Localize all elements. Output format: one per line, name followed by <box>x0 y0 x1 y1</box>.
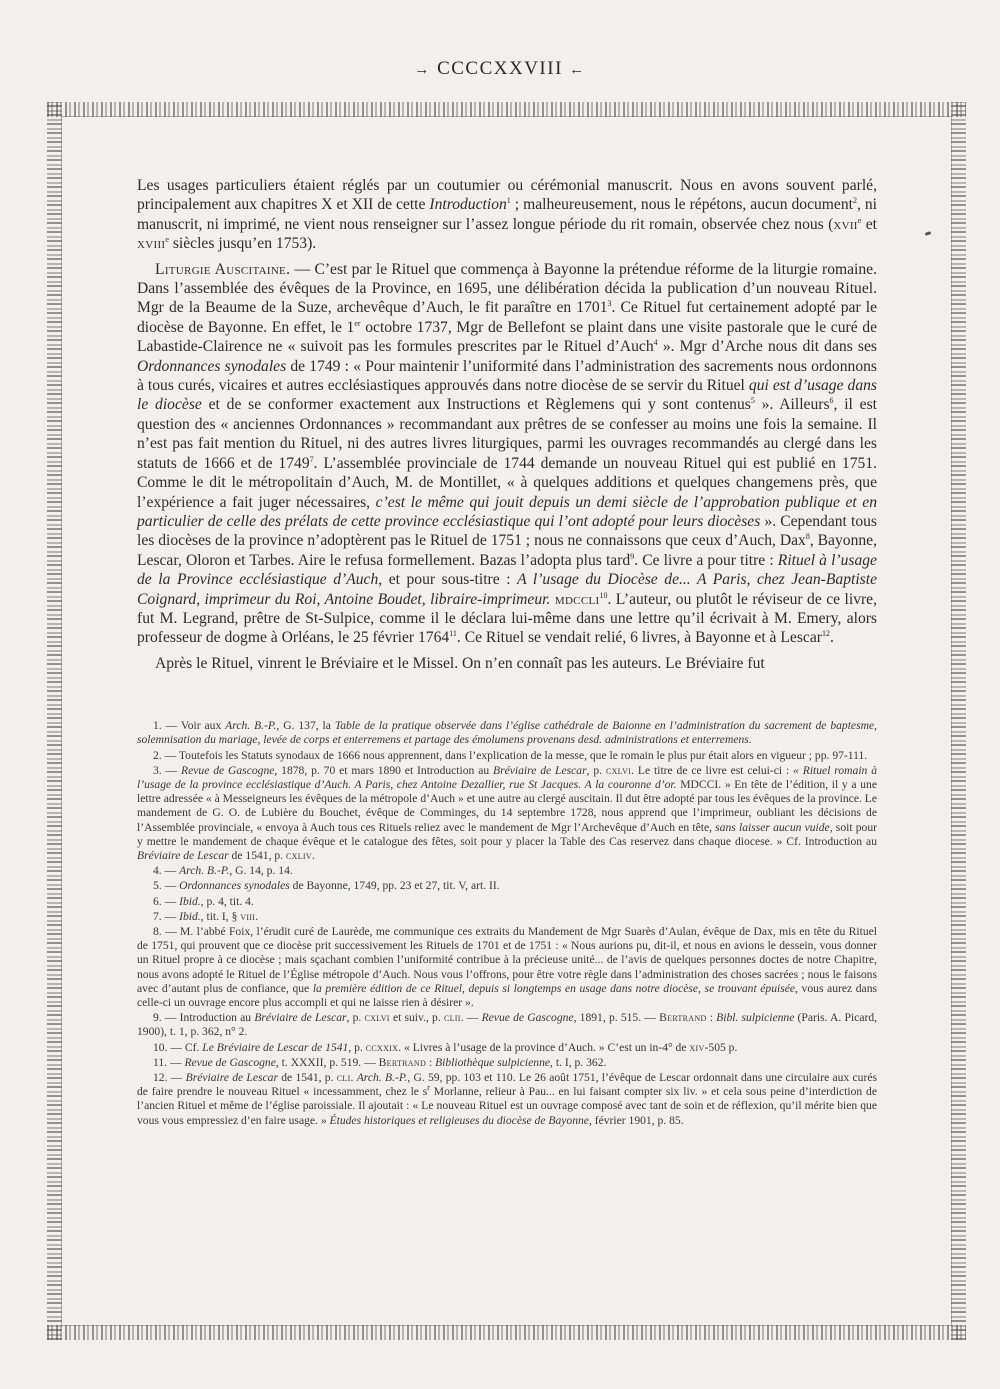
page-header <box>0 58 1000 80</box>
footnote: 1. — Voir aux Arch. B.-P., G. 137, la Table de la pratique observée dans l’église cathédrale de Baionne en l’administration du sacrement de baptesme, solemnisation du mariage, levée de corps et enterremens et partage des émolumens provenans desd. administrations et enterremens. <box>137 719 878 747</box>
footnote: 9. — Introduction au Bréviaire de Lescar, p. cxlvi et suiv., p. clii. — Revue de Gascogne, 1891, p. 515. — Bertrand : Bibl. sulpicienne (Paris. A. Picard, 1900), t. 1, p. 362, n° 2. <box>137 1011 878 1039</box>
border-right <box>951 102 966 1340</box>
page-content <box>137 176 877 1129</box>
paragraph: Après le Rituel, vinrent le Bréviaire et le Missel. On n’en connaît pas les auteurs. Le Bréviaire fut <box>155 654 765 672</box>
footnote: 2. — Toutefois les Statuts synodaux de 1666 nous apprennent, dans l’explication de la messe, que le romain le plus pur était alors en vigueur ; pp. 97-111. <box>153 748 868 762</box>
footnote: 7. — Ibid., tit. I, § viii. <box>153 909 259 923</box>
border-bottom <box>47 1325 966 1340</box>
page-number: CCCCXXVIII <box>437 58 563 79</box>
left-arrow-ornament: → <box>414 62 431 78</box>
border-left <box>47 102 62 1340</box>
footnote: 4. — Arch. B.-P., G. 14, p. 14. <box>153 864 293 878</box>
paragraph: Les usages particuliers étaient réglés par un coutumier ou cérémonial manuscrit. Nous en avons souvent parlé, principalement aux chapitres X et XII de cette Introduction$^1$ ; malheureusement, nous le répétons, aucun document$^2$, ni manuscrit, ni imprimé, ne vient nous renseigner sur l’assez longue période du rit romain, observée chez nous (xvii$^e$ et xviii$^e$ siècles jusqu’en 1753). <box>137 177 878 253</box>
right-arrow-ornament: ← <box>569 62 586 78</box>
footnotes <box>137 719 877 1128</box>
footnote: 5. — Ordonnances synodales de Bayonne, 1749, pp. 23 et 27, tit. V, art. II. <box>153 879 500 893</box>
border-top <box>47 102 966 117</box>
footnote: 6. — Ibid., p. 4, tit. 4. <box>153 894 254 908</box>
main-text <box>137 176 877 673</box>
footnote: 3. — Revue de Gascogne, 1878, p. 70 et mars 1890 et Introduction au Bréviaire de Lescar, p. cxlvi. Le titre de ce livre est celui-ci : « Rituel romain à l’usage de la province ecclésiastique d’Auch. A Paris, chez Antoine Dezallier, rue St Jacques. A la couronne d’or. MDCCI. » En tête de l’édition, il y a une lettre adressée « à Messeigneurs les évêques de la métropole d’Auch » et une autre au clergé auscitain. Il dut être adopté par tous les évêques de la province. Le mandement de G. O. de Lubière du Bouchet, évêque de Comminges, du 14 septembre 1728, nous apprend que l’imprimeur, oubliant les décisions de l’Assemblée provinciale, « envoya à Auch tous ces Rituels reliez avec le mandement de Mgr l’Archevêque d’Auch en tête, sans laisser aucun vuide, soit pour y mettre le mandement de chaque évêque et le catalogue des fêtes, soit pour y placer la Table des Cas reservez dans chaque diocese. » Cf. Introduction au Bréviaire de Lescar de 1541, p. cxliv. <box>137 763 878 862</box>
paragraph: Liturgie Auscitaine. — C’est par le Rituel que commença à Bayonne la prétendue réforme de la liturgie romaine. Dans l’assemblée des évêques de la Province, en 1695, une délibération décida la publication d’un nouveau Rituel. Mgr de la Beaume de la Suze, archevêque d’Auch, le fit paraître en 1701$^3$. Ce Rituel fut certainement adopté par le diocèse de Bayonne. En effet, le 1er octobre 1737, Mgr de Bellefont se plaint dans une visite pastorale que le curé de Labastide-Clairence ne « suivoit pas les formules prescrites par le Rituel d’Auch$^4$ ». Mgr d’Arche nous dit dans ses Ordonnances synodales de 1749 : « Pour maintenir l’uniformité dans l’administration des sacrements nous ordonnons à tous curés, vicaires et autres ecclésiastiques approuvés dans notre diocèse de se servir du Rituel qui est d’usage dans le diocèse et de se conformer exactement aux Instructions et Règlemens qui y sont contenus$^5$ ». Ailleurs$^6$, il est question des « anciennes Ordonnances » recommandant aux prêtres de se confesser au moins une fois la semaine. Il n’est pas fait mention du Rituel, ni des autres livres liturgiques, parmi les ouvrages recommandés au clergé dans les statuts de 1666 et de 1749$^7$. L’assemblée provinciale de 1744 demande un nouveau Rituel qui est publié en 1751. Comme le dit le métropolitain d’Auch, M. de Montillet, « à quelques additions et quelques changemens près, que l’expérience a fait juger nécessaires, c’est le même qui jouit depuis un demi siècle de l’approbation publique et en particulier de celle des prélats de cette province ecclésiastique qui l’ont adopté pour leurs diocèses ». Cependant tous les diocèses de la province n’adoptèrent pas le Rituel de 1751 ; nous ne connaissons que ceux d’Auch, Dax$^8$, Bayonne, Lescar, Oloron et Tarbes. Aire le refusa formellement. Bazas l’adopta plus tard$^9$. Ce livre a pour titre : Rituel à l’usage de la Province ecclésiastique d’Auch, et pour sous-titre : A l’usage du Diocèse de... A Paris, chez Jean-Baptiste Coignard, imprimeur du Roi, Antoine Boudet, libraire-imprimeur. mdccli$^{10}$. L’auteur, ou plutôt le réviseur de ce livre, fut M. Legrand, prêtre de St-Sulpice, comme il le déclara lui-même dans une lettre qu’il écrivait à M. Emery, alors professeur de dogme à Orléans, le 25 février 1764$^{11}$. Ce Rituel se vendait relié, 6 livres, à Bayonne et à Lescar$^{12}$. <box>137 260 878 647</box>
footnote: 8. — M. l’abbé Foix, l’érudit curé de Laurède, me communique ces extraits du Mandement de Mgr Suarès d’Aulan, évêque de Dax, mis en tête du Rituel de 1751, qui prouvent que ce diocèse prit successivement les Rituels de 1701 et de 1751 : « Nous aurions pu, dit-il, et nous en avions le dessein, vous donner un Rituel propre à ce diocèse ; mais sçachant combien l’uniformité contribue à la précieuse unité... de l’avis de quelques personnes doctes de notre Chapitre, nous avons adopté le Rituel de l’Église métropole d’Auch. Nous vous l’offrons, pour être votre règle dans l’administration des choses sacrées ; nous le faisons avec d’autant plus de confiance, que la première édition de ce Rituel, depuis si longtemps en usage dans notre diocèse, se trouvant épuisée, vous aurez dans celle-ci un ouvrage encore plus accompli et qui ne laisse rien à désirer ». <box>137 925 878 1010</box>
footnote: 11. — Revue de Gascogne, t. XXXII, p. 519. — Bertrand : Bibliothèque sulpicienne, t. I, p. 362. <box>153 1055 607 1069</box>
footnote-gap <box>137 679 877 719</box>
footnote: 12. — Bréviaire de Lescar de 1541, p. cli. Arch. B.-P., G. 59, pp. 103 et 110. Le 26 août 1751, l’évêque de Lescar ordonnait dans une circulaire aux curés de faire prendre le nouveau Rituel « incessamment, chez le $s^r$ Morlanne, relieur à Pau... en lui faisant compter six liv. » et cela sous peine d’interdiction de l’ancien Rituel et même de l’église paroissiale. Il ajoutait : « Le nouveau Rituel est un ouvrage composé avec tant de soin et de réflexion, qu’il mérite bien que vous vous empressiez d’en faire usage. » Études historiques et religieuses du diocèse de Bayonne, février 1901, p. 85. <box>137 1071 877 1127</box>
footnote: 10. — Cf. Le Bréviaire de Lescar de 1541, p. ccxxix. « Livres à l’usage de la province d’Auch. » C’est un in-4° de xiv-505 p. <box>153 1040 738 1054</box>
